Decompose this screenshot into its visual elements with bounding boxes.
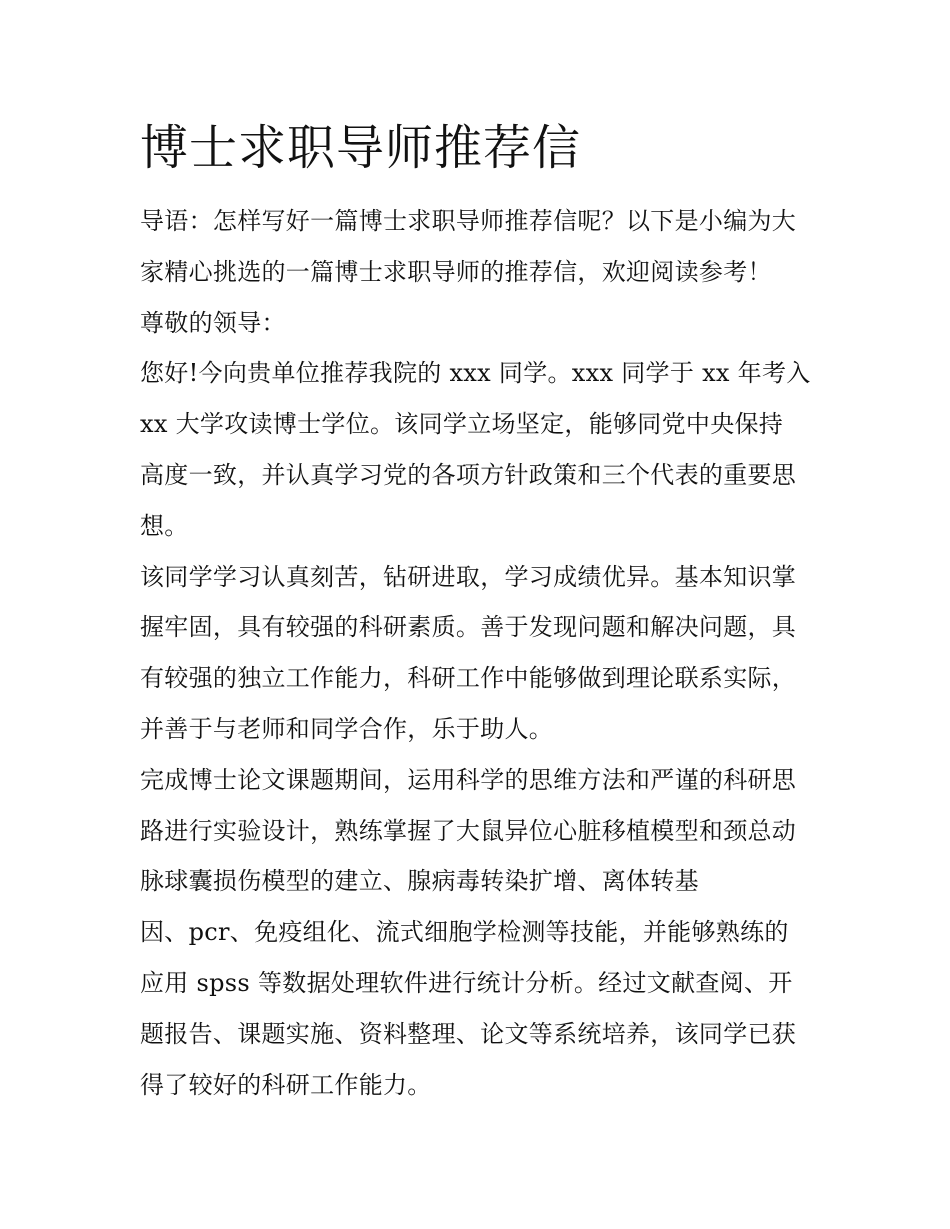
text-line: 导语：怎样写好一篇博士求职导师推荐信呢？以下是小编为大: [140, 207, 797, 235]
text-line: 得了较好的科研工作能力。: [140, 1070, 432, 1099]
text-line: 该同学学习认真刻苦，钻研进取，学习成绩优异。基本知识掌: [140, 562, 797, 591]
text-line: 完成博士论文课题期间，运用科学的思维方法和严谨的科研思: [140, 765, 797, 794]
salutation: 尊敬的领导：: [140, 308, 286, 337]
text-line: 家精心挑选的一篇博士求职导师的推荐信，欢迎阅读参考！: [140, 257, 772, 286]
text-line: 您好!今向贵单位推荐我院的 xxx 同学。xxx 同学于 xx 年考入: [140, 359, 811, 388]
text-line: 路进行实验设计，熟练掌握了大鼠异位心脏移植模型和颈总动: [140, 816, 797, 845]
text-line: 并善于与老师和同学合作，乐于助人。: [140, 714, 554, 743]
text-line: xx 大学攻读博士学位。该同学立场坚定，能够同党中央保持: [140, 410, 784, 439]
text-line: 应用 spss 等数据处理软件进行统计分析。经过文献查阅、开: [140, 968, 793, 997]
document-title: 博士求职导师推荐信: [140, 120, 582, 176]
text-line: 脉球囊损伤模型的建立、腺病毒转染扩增、离体转基: [140, 867, 699, 896]
text-line: 握牢固，具有较强的科研素质。善于发现问题和解决问题，具: [140, 613, 797, 642]
document-body: [140, 196, 820, 1110]
text-line: 高度一致，并认真学习党的各项方针政策和三个代表的重要思: [140, 460, 797, 489]
document-page: [140, 112, 820, 1110]
text-line: 有较强的独立工作能力，科研工作中能够做到理论联系实际，: [140, 664, 797, 693]
text-line: 题报告、课题实施、资料整理、论文等系统培养，该同学已获: [140, 1019, 797, 1048]
text-line: 想。: [140, 511, 189, 540]
text-line: 因、pcr、免疫组化、流式细胞学检测等技能，并能够熟练的: [140, 918, 789, 947]
